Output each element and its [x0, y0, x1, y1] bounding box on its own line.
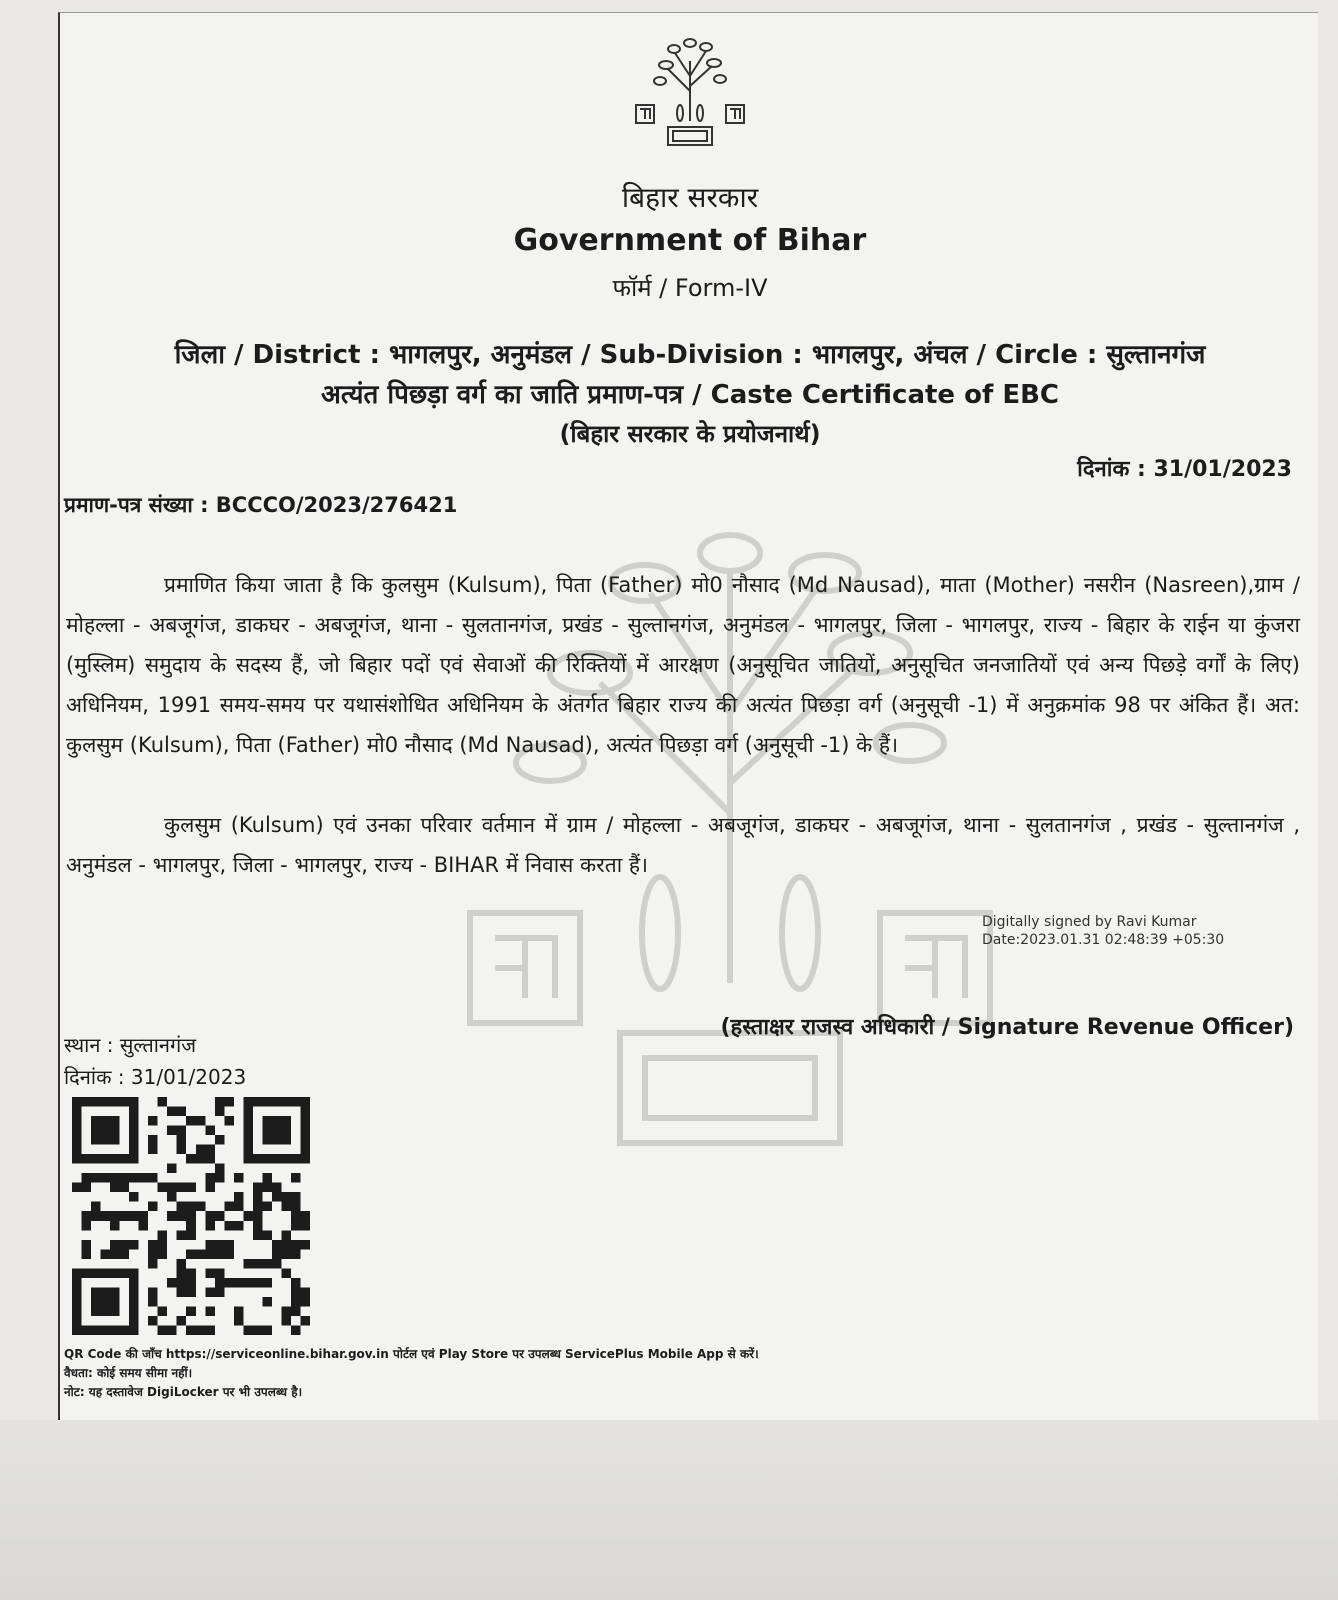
qr-module: [215, 1135, 225, 1145]
qr-module: [215, 1240, 225, 1250]
qr-module: [234, 1316, 244, 1326]
qr-module: [234, 1202, 244, 1212]
qr-module: [167, 1126, 177, 1136]
qr-module: [215, 1173, 225, 1183]
qr-module: [129, 1240, 139, 1250]
qr-module: [205, 1249, 215, 1259]
qr-module: [272, 1240, 282, 1250]
qr-module: [253, 1230, 263, 1240]
qr-module: [215, 1211, 225, 1221]
qr-module: [253, 1211, 263, 1221]
qr-module: [300, 1211, 310, 1221]
qr-module: [300, 1287, 310, 1297]
qr-module: [186, 1202, 196, 1212]
qr-module: [291, 1278, 301, 1288]
qr-module: [186, 1249, 196, 1259]
qr-module: [129, 1211, 139, 1221]
qr-module: [186, 1154, 196, 1164]
qr-module: [186, 1325, 196, 1335]
qr-module: [196, 1145, 206, 1155]
qr-module: [243, 1211, 253, 1221]
qr-module: [177, 1316, 187, 1326]
qr-module: [167, 1107, 177, 1117]
qr-module: [253, 1192, 263, 1202]
qr-module: [177, 1135, 187, 1145]
qr-module: [186, 1221, 196, 1231]
qr-module: [291, 1211, 301, 1221]
qr-module: [272, 1192, 282, 1202]
qr-module: [148, 1297, 158, 1307]
qr-module: [262, 1183, 272, 1193]
qr-module: [262, 1230, 272, 1240]
qr-module: [167, 1183, 177, 1193]
qr-module: [224, 1202, 234, 1212]
qr-module: [281, 1230, 291, 1240]
qr-module: [234, 1192, 244, 1202]
qr-module: [300, 1240, 310, 1250]
certificate-sheet: [58, 12, 1318, 1432]
digilocker-note: नोट: यह दस्तावेज DigiLocker पर भी उपलब्ध है।: [64, 1385, 303, 1399]
qr-module: [253, 1183, 263, 1193]
qr-module: [262, 1173, 272, 1183]
govt-name-english: Government of Bihar: [513, 223, 867, 258]
qr-module: [177, 1202, 187, 1212]
qr-module: [158, 1183, 168, 1193]
qr-module: [177, 1183, 187, 1193]
qr-module: [110, 1249, 120, 1259]
qr-module: [205, 1240, 215, 1250]
qr-module: [205, 1306, 215, 1316]
qr-module: [167, 1211, 177, 1221]
qr-module: [148, 1249, 158, 1259]
qr-module: [215, 1268, 225, 1278]
qr-module: [196, 1249, 206, 1259]
form-number: फॉर्म / Form-IV: [612, 274, 768, 302]
certification-paragraph: [66, 565, 1300, 765]
qr-module: [120, 1173, 130, 1183]
qr-module: [291, 1221, 301, 1231]
qr-module: [291, 1297, 301, 1307]
qr-module: [291, 1249, 301, 1259]
qr-module: [129, 1192, 139, 1202]
qr-module: [177, 1126, 187, 1136]
qr-module: [158, 1240, 168, 1250]
qr-module: [110, 1221, 120, 1231]
qr-module: [205, 1145, 215, 1155]
background-surface: [0, 1420, 1338, 1600]
qr-module: [91, 1173, 101, 1183]
qr-module: [196, 1325, 206, 1335]
qr-module: [262, 1259, 272, 1269]
qr-module: [262, 1278, 272, 1288]
qr-module: [177, 1287, 187, 1297]
qr-verification-note: QR Code की जाँच https://serviceonline.bihar.gov.in पोर्टल एवं Play Store पर उपलब्ध ServicePlus Mobile App से करें।: [64, 1347, 759, 1361]
qr-module: [82, 1249, 92, 1259]
residence-paragraph: [66, 805, 1300, 885]
qr-module: [91, 1202, 101, 1212]
qr-module: [205, 1183, 215, 1193]
qr-module: [224, 1278, 234, 1288]
qr-module: [291, 1306, 301, 1316]
qr-module: [110, 1173, 120, 1183]
qr-module: [82, 1221, 92, 1231]
qr-module: [291, 1202, 301, 1212]
qr-module: [177, 1107, 187, 1117]
qr-module: [243, 1259, 253, 1269]
qr-module: [272, 1259, 282, 1269]
qr-module: [186, 1278, 196, 1288]
qr-module: [82, 1211, 92, 1221]
qr-module: [148, 1135, 158, 1145]
qr-module: [281, 1268, 291, 1278]
qr-module: [300, 1221, 310, 1231]
qr-module: [158, 1097, 168, 1107]
qr-module: [300, 1316, 310, 1326]
qr-module: [177, 1259, 187, 1269]
qr-module: [110, 1183, 120, 1193]
digital-signature-name: Digitally signed by Ravi Kumar: [982, 914, 1197, 930]
digital-signature-date: Date:2023.01.31 02:48:39 +05:30: [982, 932, 1225, 948]
qr-module: [243, 1278, 253, 1288]
qr-module: [158, 1325, 168, 1335]
place-date-block: [64, 1029, 246, 1093]
qr-module: [158, 1230, 168, 1240]
qr-module: [148, 1145, 158, 1155]
qr-module: [234, 1221, 244, 1231]
digital-signature: [982, 913, 1224, 949]
qr-module: [120, 1240, 130, 1250]
qr-module: [272, 1183, 282, 1193]
qr-module: [167, 1192, 177, 1202]
qr-module: [148, 1202, 158, 1212]
qr-module: [186, 1211, 196, 1221]
signature-label: (हस्ताक्षर राजस्व अधिकारी / Signature Revenue Officer): [720, 1015, 1294, 1040]
qr-module: [234, 1306, 244, 1316]
qr-module: [158, 1249, 168, 1259]
qr-module: [234, 1278, 244, 1288]
qr-module: [281, 1202, 291, 1212]
issue-date: दिनांक : 31/01/2023: [1077, 457, 1292, 482]
qr-module: [205, 1154, 215, 1164]
qr-module: [205, 1325, 215, 1335]
qr-module: [167, 1278, 177, 1288]
qr-module: [82, 1183, 92, 1193]
qr-module: [177, 1230, 187, 1240]
qr-module: [205, 1126, 215, 1136]
qr-module: [224, 1240, 234, 1250]
qr-module: [205, 1211, 215, 1221]
qr-module: [148, 1316, 158, 1326]
qr-module: [215, 1107, 225, 1117]
qr-module: [272, 1249, 282, 1259]
qr-module: [148, 1173, 158, 1183]
qr-module: [186, 1116, 196, 1126]
govt-name-hindi: बिहार सरकार: [621, 181, 759, 214]
qr-module: [110, 1211, 120, 1221]
certificate-title: अत्यंत पिछड़ा वर्ग का जाति प्रमाण-पत्र / Caste Certificate of EBC: [320, 380, 1060, 410]
qr-module: [253, 1202, 263, 1212]
qr-module: [281, 1240, 291, 1250]
qr-module: [224, 1116, 234, 1126]
certificate-purpose: (बिहार सरकार के प्रयोजनार्थ): [559, 420, 821, 448]
qr-module: [177, 1145, 187, 1155]
qr-code-icon[interactable]: [72, 1097, 310, 1335]
qr-module: [120, 1249, 130, 1259]
qr-module: [300, 1297, 310, 1307]
qr-module: [215, 1097, 225, 1107]
qr-module: [177, 1268, 187, 1278]
qr-module: [167, 1164, 177, 1174]
district-line: जिला / District : भागलपुर, अनुमंडल / Sub-Division : भागलपुर, अंचल / Circle : सुल्तानगंज: [174, 340, 1206, 370]
qr-module: [205, 1287, 215, 1297]
qr-module: [253, 1221, 263, 1231]
qr-module: [224, 1097, 234, 1107]
qr-module: [186, 1287, 196, 1297]
qr-module: [139, 1173, 149, 1183]
qr-module: [224, 1249, 234, 1259]
qr-module: [177, 1211, 187, 1221]
qr-module: [281, 1306, 291, 1316]
qr-module: [148, 1287, 158, 1297]
qr-module: [129, 1173, 139, 1183]
qr-module: [281, 1192, 291, 1202]
qr-module: [177, 1278, 187, 1288]
qr-module: [148, 1116, 158, 1126]
qr-module: [82, 1240, 92, 1250]
qr-module: [281, 1249, 291, 1259]
paragraph-2-text: कुलसुम (Kulsum) एवं उनका परिवार वर्तमान में ग्राम / मोहल्ला - अबजूगंज, डाकघर - अबजूगंज, थाना - सुलतानगंज , प्रखंड - सुल्तानगंज , अनुमंडल - भागलपुर, जिला - भागलपुर, राज्य - BIHAR में निवास करता हैं।: [66, 813, 1300, 877]
qr-module: [215, 1287, 225, 1297]
qr-module: [120, 1183, 130, 1193]
qr-module: [139, 1211, 149, 1221]
qr-module: [291, 1173, 301, 1183]
qr-module: [215, 1249, 225, 1259]
qr-module: [291, 1240, 301, 1250]
qr-module: [148, 1240, 158, 1250]
qr-module: [82, 1173, 92, 1183]
qr-module: [291, 1287, 301, 1297]
qr-module: [186, 1306, 196, 1316]
certificate-number: प्रमाण-पत्र संख्या : BCCCO/2023/276421: [64, 493, 458, 517]
qr-module: [91, 1211, 101, 1221]
qr-module: [101, 1249, 111, 1259]
qr-module: [72, 1183, 82, 1193]
qr-module: [262, 1202, 272, 1212]
date-bottom: दिनांक : 31/01/2023: [64, 1065, 247, 1089]
paragraph-1-text: प्रमाणित किया जाता है कि कुलसुम (Kulsum), पिता (Father) मो0 नौसाद (Md Nausad), माता (Mother) नसरीन (Nasreen),ग्राम / मोहल्ला - अबजूगंज, डाकघर - अबजूगंज, थाना - सुलतानगंज, प्रखंड - सुल्तानगंज, अनुमंडल - भागलपुर, जिला - भागलपुर, राज्य - बिहार के राईन या कुंजरा (मुस्लिम) समुदाय के सदस्य हैं, जो बिहार पदों एवं सेवाओं की रिक्तियों में आरक्षण (अनुसूचित जातियों, अनुसूचित जनजातियों एवं अन्य पिछड़े वर्गों के लिए) अधिनियम, 1991 समय-समय पर यथासंशोधित अधिनियम के अंतर्गत बिहार राज्य की अत्यंत पिछड़ा वर्ग (अनुसूची -1) में अनुक्रमांक 98 पर अंकित हैं। अत: कुलसुम (Kulsum), पिता (Father) मो0 नौसाद (Md Nausad), अत्यंत पिछड़ा वर्ग (अनुसूची -1) के हैं।: [66, 573, 1301, 757]
qr-module: [215, 1278, 225, 1288]
footer-notes: [64, 1345, 759, 1402]
qr-module: [110, 1240, 120, 1250]
qr-module: [243, 1325, 253, 1335]
qr-module: [291, 1192, 301, 1202]
qr-module: [205, 1221, 215, 1231]
qr-module: [120, 1211, 130, 1221]
qr-module: [196, 1116, 206, 1126]
place: स्थान : सुल्तानगंज: [64, 1033, 197, 1057]
qr-module: [234, 1173, 244, 1183]
qr-module: [215, 1164, 225, 1174]
qr-module: [253, 1325, 263, 1335]
qr-module: [205, 1268, 215, 1278]
qr-module: [262, 1297, 272, 1307]
qr-module: [281, 1316, 291, 1326]
qr-module: [205, 1173, 215, 1183]
validity-note: वैधता: कोई समय सीमा नहीं।: [64, 1366, 193, 1380]
bihar-emblem-icon: [630, 31, 750, 151]
qr-module: [291, 1325, 301, 1335]
qr-module: [139, 1221, 149, 1231]
qr-module: [148, 1259, 158, 1269]
qr-module: [196, 1154, 206, 1164]
qr-module: [158, 1306, 168, 1316]
qr-module: [186, 1183, 196, 1193]
qr-module: [196, 1202, 206, 1212]
qr-module: [186, 1268, 196, 1278]
qr-module: [262, 1325, 272, 1335]
qr-module: [101, 1211, 111, 1221]
qr-module: [167, 1325, 177, 1335]
qr-module: [101, 1173, 111, 1183]
qr-module: [253, 1259, 263, 1269]
qr-module: [186, 1230, 196, 1240]
qr-module: [224, 1221, 234, 1231]
qr-module: [253, 1278, 263, 1288]
